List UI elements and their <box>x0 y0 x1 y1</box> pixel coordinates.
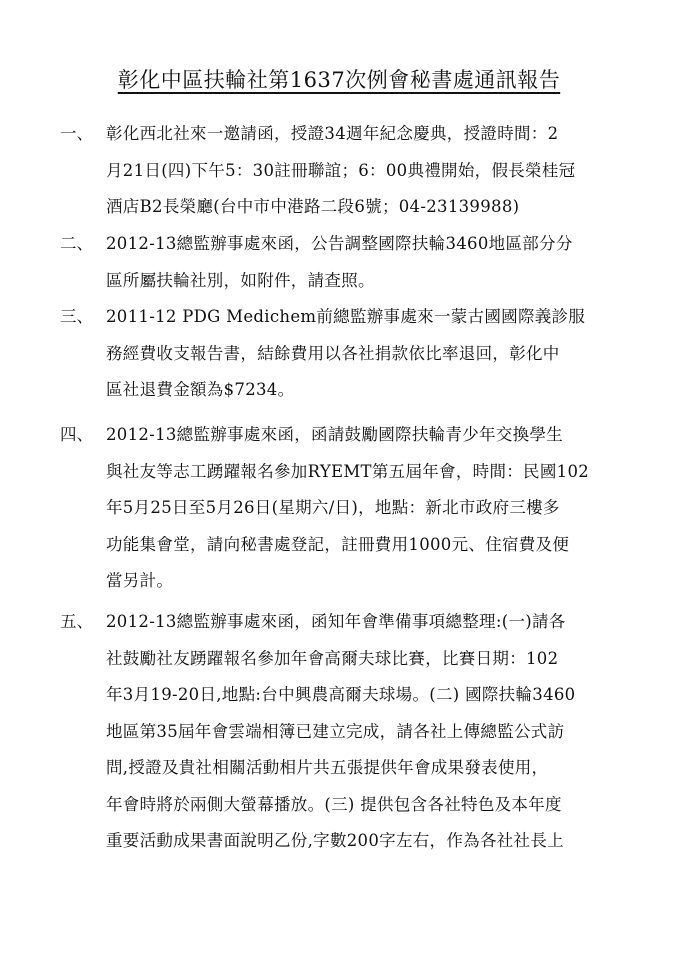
item-marker: 三、 <box>60 307 93 326</box>
item-line: 當另計。 <box>106 571 174 590</box>
item-marker: 二、 <box>60 234 93 253</box>
item-line: 功能集會堂，請向秘書處登記，註冊費用1000元、住宿費及便 <box>106 534 570 554</box>
item-line: 酒店B2長榮廳(台中市中港路二段6號；04-23139988) <box>106 197 520 216</box>
list-item <box>60 417 615 600</box>
item-line: 月21日(四)下午5：30註冊聯誼；6：00典禮開始，假長榮桂冠 <box>106 160 576 180</box>
item-line: 問,授證及貴社相關活動相片共五張提供年會成果發表使用， <box>106 758 549 777</box>
item-line: 2011-12 PDG Medichem前總監辦事處來一蒙古國國際義診服 <box>106 307 586 326</box>
item-marker: 四、 <box>60 425 93 444</box>
item-line: 區所屬扶輪社別，如附件，請查照。 <box>106 270 375 290</box>
list-item <box>60 226 615 299</box>
list-item <box>60 299 615 409</box>
item-line: 2012-13總監辦事處來函，函知年會準備事項總整理:(一)請各 <box>106 612 566 631</box>
item-line: 年會時將於兩側大螢幕播放。(三) 提供包含各社特色及本年度 <box>106 794 562 814</box>
item-line: 年3月19-20日,地點:台中興農高爾夫球場。(二) 國際扶輪3460 <box>106 685 576 704</box>
item-line: 務經費收支報告書，結餘費用以各社捐款依比率退回，彰化中 <box>106 343 560 363</box>
item-marker: 五、 <box>60 612 93 631</box>
item-line: 社鼓勵社友踴躍報名參加年會高爾夫球比賽，比賽日期：102 <box>106 648 559 668</box>
list-item <box>60 604 615 860</box>
item-line: 與社友等志工踴躍報名參加RYEMT第五屆年會，時間：民國102 <box>106 461 590 481</box>
item-line: 地區第35屆年會雲端相簿已建立完成，請各社上傳總監公式訪 <box>106 721 565 741</box>
item-line: 重要活動成果書面說明乙份,字數200字左右，作為各社社長上 <box>106 831 564 850</box>
item-line: 2012-13總監辦事處來函，函請鼓勵國際扶輪青少年交換學生 <box>106 425 564 444</box>
item-line: 2012-13總監辦事處來函，公告調整國際扶輪3460地區部分分 <box>106 234 573 253</box>
item-line: 彰化西北社來一邀請函，授證34週年紀念慶典，授證時間：2 <box>106 124 559 143</box>
list-item <box>60 116 615 226</box>
document-title: 彰化中區扶輪社第1637次例會秘書處通訊報告 <box>117 68 561 92</box>
item-marker: 一、 <box>60 124 93 143</box>
item-line: 年5月25日至5月26日(星期六/日)，地點：新北市政府三樓多 <box>106 498 560 517</box>
item-line: 區社退費金額為$7234。 <box>106 380 295 399</box>
